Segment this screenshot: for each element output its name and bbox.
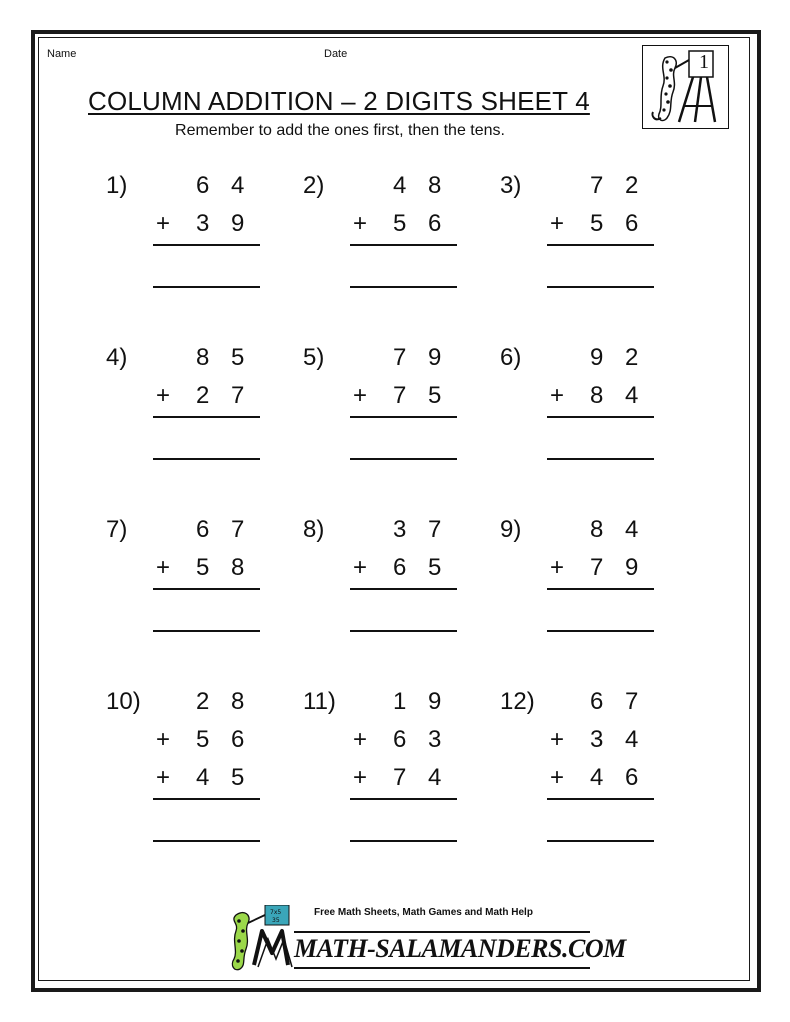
ones-digit: 6 bbox=[428, 210, 442, 237]
tens-digit: 6 bbox=[393, 726, 407, 753]
instruction-text: Remember to add the ones first, then the tens. bbox=[175, 122, 505, 139]
added-row bbox=[156, 554, 264, 590]
ones-digit: 6 bbox=[625, 210, 639, 237]
tens-digit: 4 bbox=[590, 764, 604, 791]
ones-digit: 8 bbox=[231, 554, 245, 581]
ones-digit: 5 bbox=[428, 382, 442, 409]
addend-row bbox=[550, 516, 658, 552]
tens-digit: 6 bbox=[196, 172, 210, 199]
problem-number: 1) bbox=[106, 172, 128, 199]
added-row bbox=[353, 764, 461, 800]
answer-line[interactable] bbox=[350, 630, 457, 632]
svg-text:7x5: 7x5 bbox=[270, 909, 282, 916]
added-row bbox=[550, 210, 658, 246]
added-row bbox=[353, 554, 461, 590]
addend-row bbox=[353, 344, 461, 380]
added-row bbox=[353, 726, 461, 762]
sum-line bbox=[153, 798, 260, 800]
ones-digit: 5 bbox=[231, 344, 245, 371]
addend-row bbox=[353, 172, 461, 208]
sum-line bbox=[350, 244, 457, 246]
sum-line bbox=[350, 798, 457, 800]
ones-digit: 9 bbox=[428, 688, 442, 715]
problem-number: 4) bbox=[106, 344, 128, 371]
tens-digit: 7 bbox=[393, 382, 407, 409]
sum-line bbox=[547, 416, 654, 418]
ones-digit: 4 bbox=[625, 382, 639, 409]
ones-digit: 4 bbox=[428, 764, 442, 791]
name-label: Name bbox=[47, 48, 77, 60]
ones-digit: 6 bbox=[625, 764, 639, 791]
ones-digit: 6 bbox=[231, 726, 245, 753]
answer-line[interactable] bbox=[153, 630, 260, 632]
ones-digit: 2 bbox=[625, 344, 639, 371]
logo-wordmark[interactable]: MATH-SALAMANDERS.COM bbox=[294, 934, 626, 963]
addend-row bbox=[156, 172, 264, 208]
tens-digit: 3 bbox=[393, 516, 407, 543]
sum-line bbox=[547, 588, 654, 590]
addend-row bbox=[550, 344, 658, 380]
ones-digit: 7 bbox=[625, 688, 639, 715]
ones-digit: 4 bbox=[231, 172, 245, 199]
ones-digit: 9 bbox=[231, 210, 245, 237]
ones-digit: 9 bbox=[428, 344, 442, 371]
sum-line bbox=[153, 588, 260, 590]
answer-line[interactable] bbox=[350, 286, 457, 288]
operator: + bbox=[156, 210, 171, 237]
ones-digit: 9 bbox=[625, 554, 639, 581]
problem-number: 2) bbox=[303, 172, 325, 199]
ones-digit: 4 bbox=[625, 516, 639, 543]
added-row bbox=[156, 382, 264, 418]
added-row bbox=[156, 764, 264, 800]
answer-line[interactable] bbox=[153, 840, 260, 842]
added-row bbox=[550, 554, 658, 590]
answer-line[interactable] bbox=[153, 458, 260, 460]
answer-line[interactable] bbox=[547, 840, 654, 842]
tens-digit: 5 bbox=[196, 726, 210, 753]
svg-text:35: 35 bbox=[272, 917, 280, 924]
added-row bbox=[353, 210, 461, 246]
problem-number: 3) bbox=[500, 172, 522, 199]
addend-row bbox=[156, 688, 264, 724]
operator: + bbox=[550, 210, 565, 237]
ones-digit: 7 bbox=[428, 516, 442, 543]
added-row bbox=[156, 210, 264, 246]
tens-digit: 3 bbox=[196, 210, 210, 237]
footer-tagline: Free Math Sheets, Math Games and Math Help bbox=[314, 907, 533, 918]
sum-line bbox=[153, 244, 260, 246]
tens-digit: 9 bbox=[590, 344, 604, 371]
sum-line bbox=[153, 416, 260, 418]
tens-digit: 5 bbox=[590, 210, 604, 237]
operator: + bbox=[353, 726, 368, 753]
ones-digit: 8 bbox=[231, 688, 245, 715]
answer-line[interactable] bbox=[153, 286, 260, 288]
ones-digit: 5 bbox=[231, 764, 245, 791]
operator: + bbox=[156, 726, 171, 753]
page-title: COLUMN ADDITION – 2 DIGITS SHEET 4 bbox=[88, 86, 590, 116]
ones-digit: 5 bbox=[428, 554, 442, 581]
answer-line[interactable] bbox=[350, 840, 457, 842]
problem-number: 6) bbox=[500, 344, 522, 371]
problem-number: 8) bbox=[303, 516, 325, 543]
operator: + bbox=[156, 554, 171, 581]
added-row bbox=[550, 726, 658, 762]
answer-line[interactable] bbox=[350, 458, 457, 460]
tens-digit: 3 bbox=[590, 726, 604, 753]
sum-line bbox=[350, 416, 457, 418]
tens-digit: 2 bbox=[196, 688, 210, 715]
problem-number: 11) bbox=[303, 688, 336, 715]
addend-row bbox=[353, 516, 461, 552]
tens-digit: 4 bbox=[196, 764, 210, 791]
tens-digit: 5 bbox=[196, 554, 210, 581]
operator: + bbox=[353, 382, 368, 409]
ones-digit: 4 bbox=[625, 726, 639, 753]
operator: + bbox=[550, 382, 565, 409]
operator: + bbox=[550, 726, 565, 753]
addend-row bbox=[550, 688, 658, 724]
operator: + bbox=[156, 382, 171, 409]
tens-digit: 7 bbox=[393, 764, 407, 791]
tens-digit: 8 bbox=[196, 344, 210, 371]
problem-number: 5) bbox=[303, 344, 325, 371]
tens-digit: 6 bbox=[196, 516, 210, 543]
tens-digit: 8 bbox=[590, 382, 604, 409]
ones-digit: 2 bbox=[625, 172, 639, 199]
answer-line[interactable] bbox=[547, 458, 654, 460]
problem-number: 12) bbox=[500, 688, 535, 715]
operator: + bbox=[353, 554, 368, 581]
date-label: Date bbox=[324, 48, 348, 60]
addend-row bbox=[353, 688, 461, 724]
problem-number: 7) bbox=[106, 516, 128, 543]
tens-digit: 6 bbox=[393, 554, 407, 581]
tens-digit: 7 bbox=[590, 554, 604, 581]
sum-line bbox=[547, 244, 654, 246]
added-row bbox=[550, 382, 658, 418]
tens-digit: 8 bbox=[590, 516, 604, 543]
tens-digit: 4 bbox=[393, 172, 407, 199]
problem-number: 9) bbox=[500, 516, 522, 543]
addend-row bbox=[156, 344, 264, 380]
ones-digit: 7 bbox=[231, 516, 245, 543]
added-row bbox=[550, 764, 658, 800]
level-number: 1 bbox=[699, 51, 709, 73]
tens-digit: 1 bbox=[393, 688, 407, 715]
sum-line bbox=[547, 798, 654, 800]
level-badge bbox=[642, 45, 729, 129]
added-row bbox=[156, 726, 264, 762]
sum-line bbox=[350, 588, 457, 590]
tens-digit: 2 bbox=[196, 382, 210, 409]
ones-digit: 8 bbox=[428, 172, 442, 199]
operator: + bbox=[353, 764, 368, 791]
tens-digit: 6 bbox=[590, 688, 604, 715]
operator: + bbox=[550, 764, 565, 791]
problem-number: 10) bbox=[106, 688, 141, 715]
ones-digit: 7 bbox=[231, 382, 245, 409]
added-row bbox=[353, 382, 461, 418]
tens-digit: 5 bbox=[393, 210, 407, 237]
answer-line[interactable] bbox=[547, 630, 654, 632]
addend-row bbox=[550, 172, 658, 208]
ones-digit: 3 bbox=[428, 726, 442, 753]
tens-digit: 7 bbox=[393, 344, 407, 371]
addend-row bbox=[156, 516, 264, 552]
tens-digit: 7 bbox=[590, 172, 604, 199]
operator: + bbox=[156, 764, 171, 791]
operator: + bbox=[353, 210, 368, 237]
operator: + bbox=[550, 554, 565, 581]
answer-line[interactable] bbox=[547, 286, 654, 288]
